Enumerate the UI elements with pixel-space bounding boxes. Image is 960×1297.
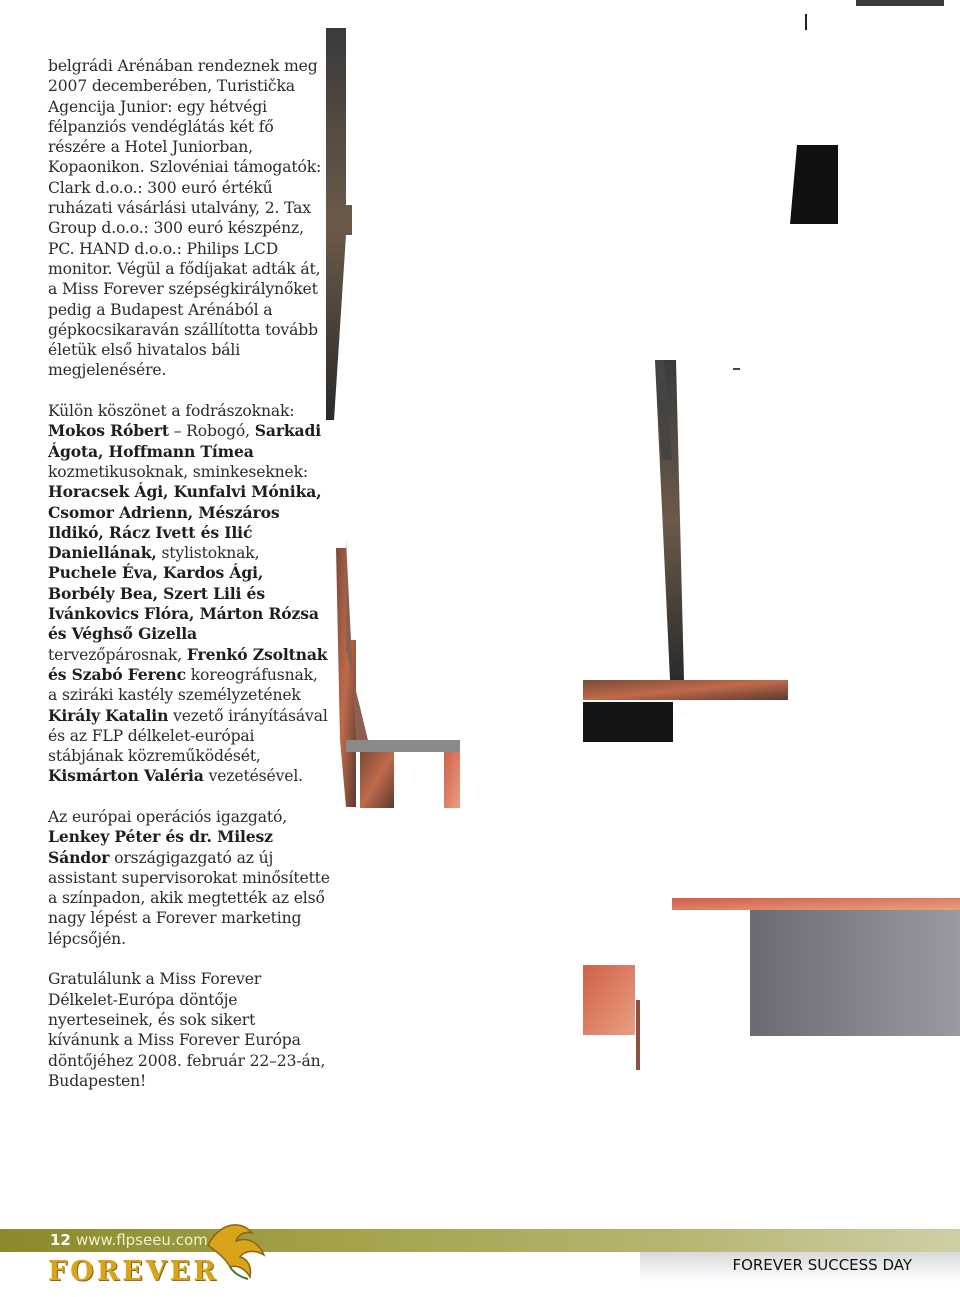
text-run: belgrádi Arénában rendeznek meg 2007 decemberében, Turistička Agencija Junior: egy hétvégi félpanziós vendéglátás két fő részére a Hotel Juniorban, Kopaonikon. Szlovéniai támogatók: Clark d.o.o.: 300 euró értékű ruházati vásárlási utalvány, 2. Tax Group d.o.o.: 300 euró készpénz, PC. HAND d.o.o.: Philips LCD monitor. Végül a fődíjakat adták át, a Miss Forever szépségkirálynőket pedig a Budapest Arénából a gépkocsikaraván szállította tovább életük első hivatalos báli megjelenésére.	[48, 57, 322, 380]
shard-top-right	[856, 0, 944, 6]
paragraph-directors	[48, 807, 330, 949]
article-column	[48, 56, 330, 1111]
bold-name: Puchele Éva, Kardos Ági, Borbély Bea, Szert Lili és Ivánkovics Flóra, Márton Rózsa és Véghső Gizella	[48, 563, 319, 644]
shard-small-red	[444, 752, 460, 808]
page-number: 12	[50, 1231, 71, 1249]
footer-tagline: FOREVER SUCCESS DAY	[732, 1256, 912, 1274]
shard-right-thin	[733, 368, 740, 370]
text-run: Az európai operációs igazgató,	[48, 807, 288, 826]
bold-name: Király Katalin	[48, 705, 169, 725]
bold-name: Horacsek Ági, Kunfalvi Mónika, Csomor Adrienn, Mészáros Ildikó, Rácz Ivett és Ilić Daniellának,	[48, 482, 322, 563]
bold-name: Lenkey Péter és dr. Milesz Sándor	[48, 827, 273, 867]
brand-logo-text: FOREVER	[48, 1256, 219, 1287]
shard-lower-left-block	[583, 965, 635, 1035]
bold-name: Sarkadi Ágota, Hoffmann Tímea	[48, 421, 322, 461]
text-run: Gratulálunk a Miss Forever Délkelet-Európa döntője nyerteseinek, és sok sikert kívánunk a Miss Forever Európa döntőjéhez 2008. február 22–23-án, Budapesten!	[48, 970, 326, 1090]
text-run: vezetésével.	[203, 767, 303, 786]
shard-right-wide	[583, 680, 788, 700]
text-run: koreográfusnak, a sziráki kastély személyzetének	[48, 665, 318, 705]
shard-mid-block	[360, 752, 394, 808]
text-run: Külön köszönet a fodrászoknak:	[48, 402, 295, 421]
shard-lower-band	[672, 898, 960, 910]
shard-right-dark	[583, 702, 673, 742]
text-run: – Robogó,	[168, 422, 255, 441]
eagle-logo-icon	[200, 1215, 270, 1285]
shard-bar	[346, 740, 460, 752]
bold-name: Kismárton Valéria	[48, 766, 204, 786]
text-run: vezető irányításával és az FLP délkelet-európai stábjának közreműködését,	[48, 706, 328, 766]
paragraph-congrats	[48, 969, 330, 1091]
text-run: kozmetikusoknak, sminkeseknek:	[48, 462, 309, 481]
bold-name: Frenkó Zsoltnak és Szabó Ferenc	[48, 644, 328, 684]
shard-dark-box	[790, 145, 838, 224]
text-run: országigazgató az új assistant supervisorokat minősítette a színpadon, akik megtették az első nagy lépést a Forever marketing lépcsőjén.	[48, 848, 330, 948]
text-run: stylistoknak,	[156, 544, 260, 563]
paragraph-prizes	[48, 56, 330, 381]
shard-tick	[805, 14, 807, 30]
shard-lower-right-block	[750, 910, 960, 1036]
shard-lower-slant	[636, 1000, 640, 1070]
paragraph-thanks	[48, 401, 330, 787]
text-run: tervezőpárosnak,	[48, 645, 187, 664]
website-link[interactable]: www.flpseeu.com	[76, 1231, 208, 1249]
bold-name: Mokos Róbert	[48, 421, 169, 441]
